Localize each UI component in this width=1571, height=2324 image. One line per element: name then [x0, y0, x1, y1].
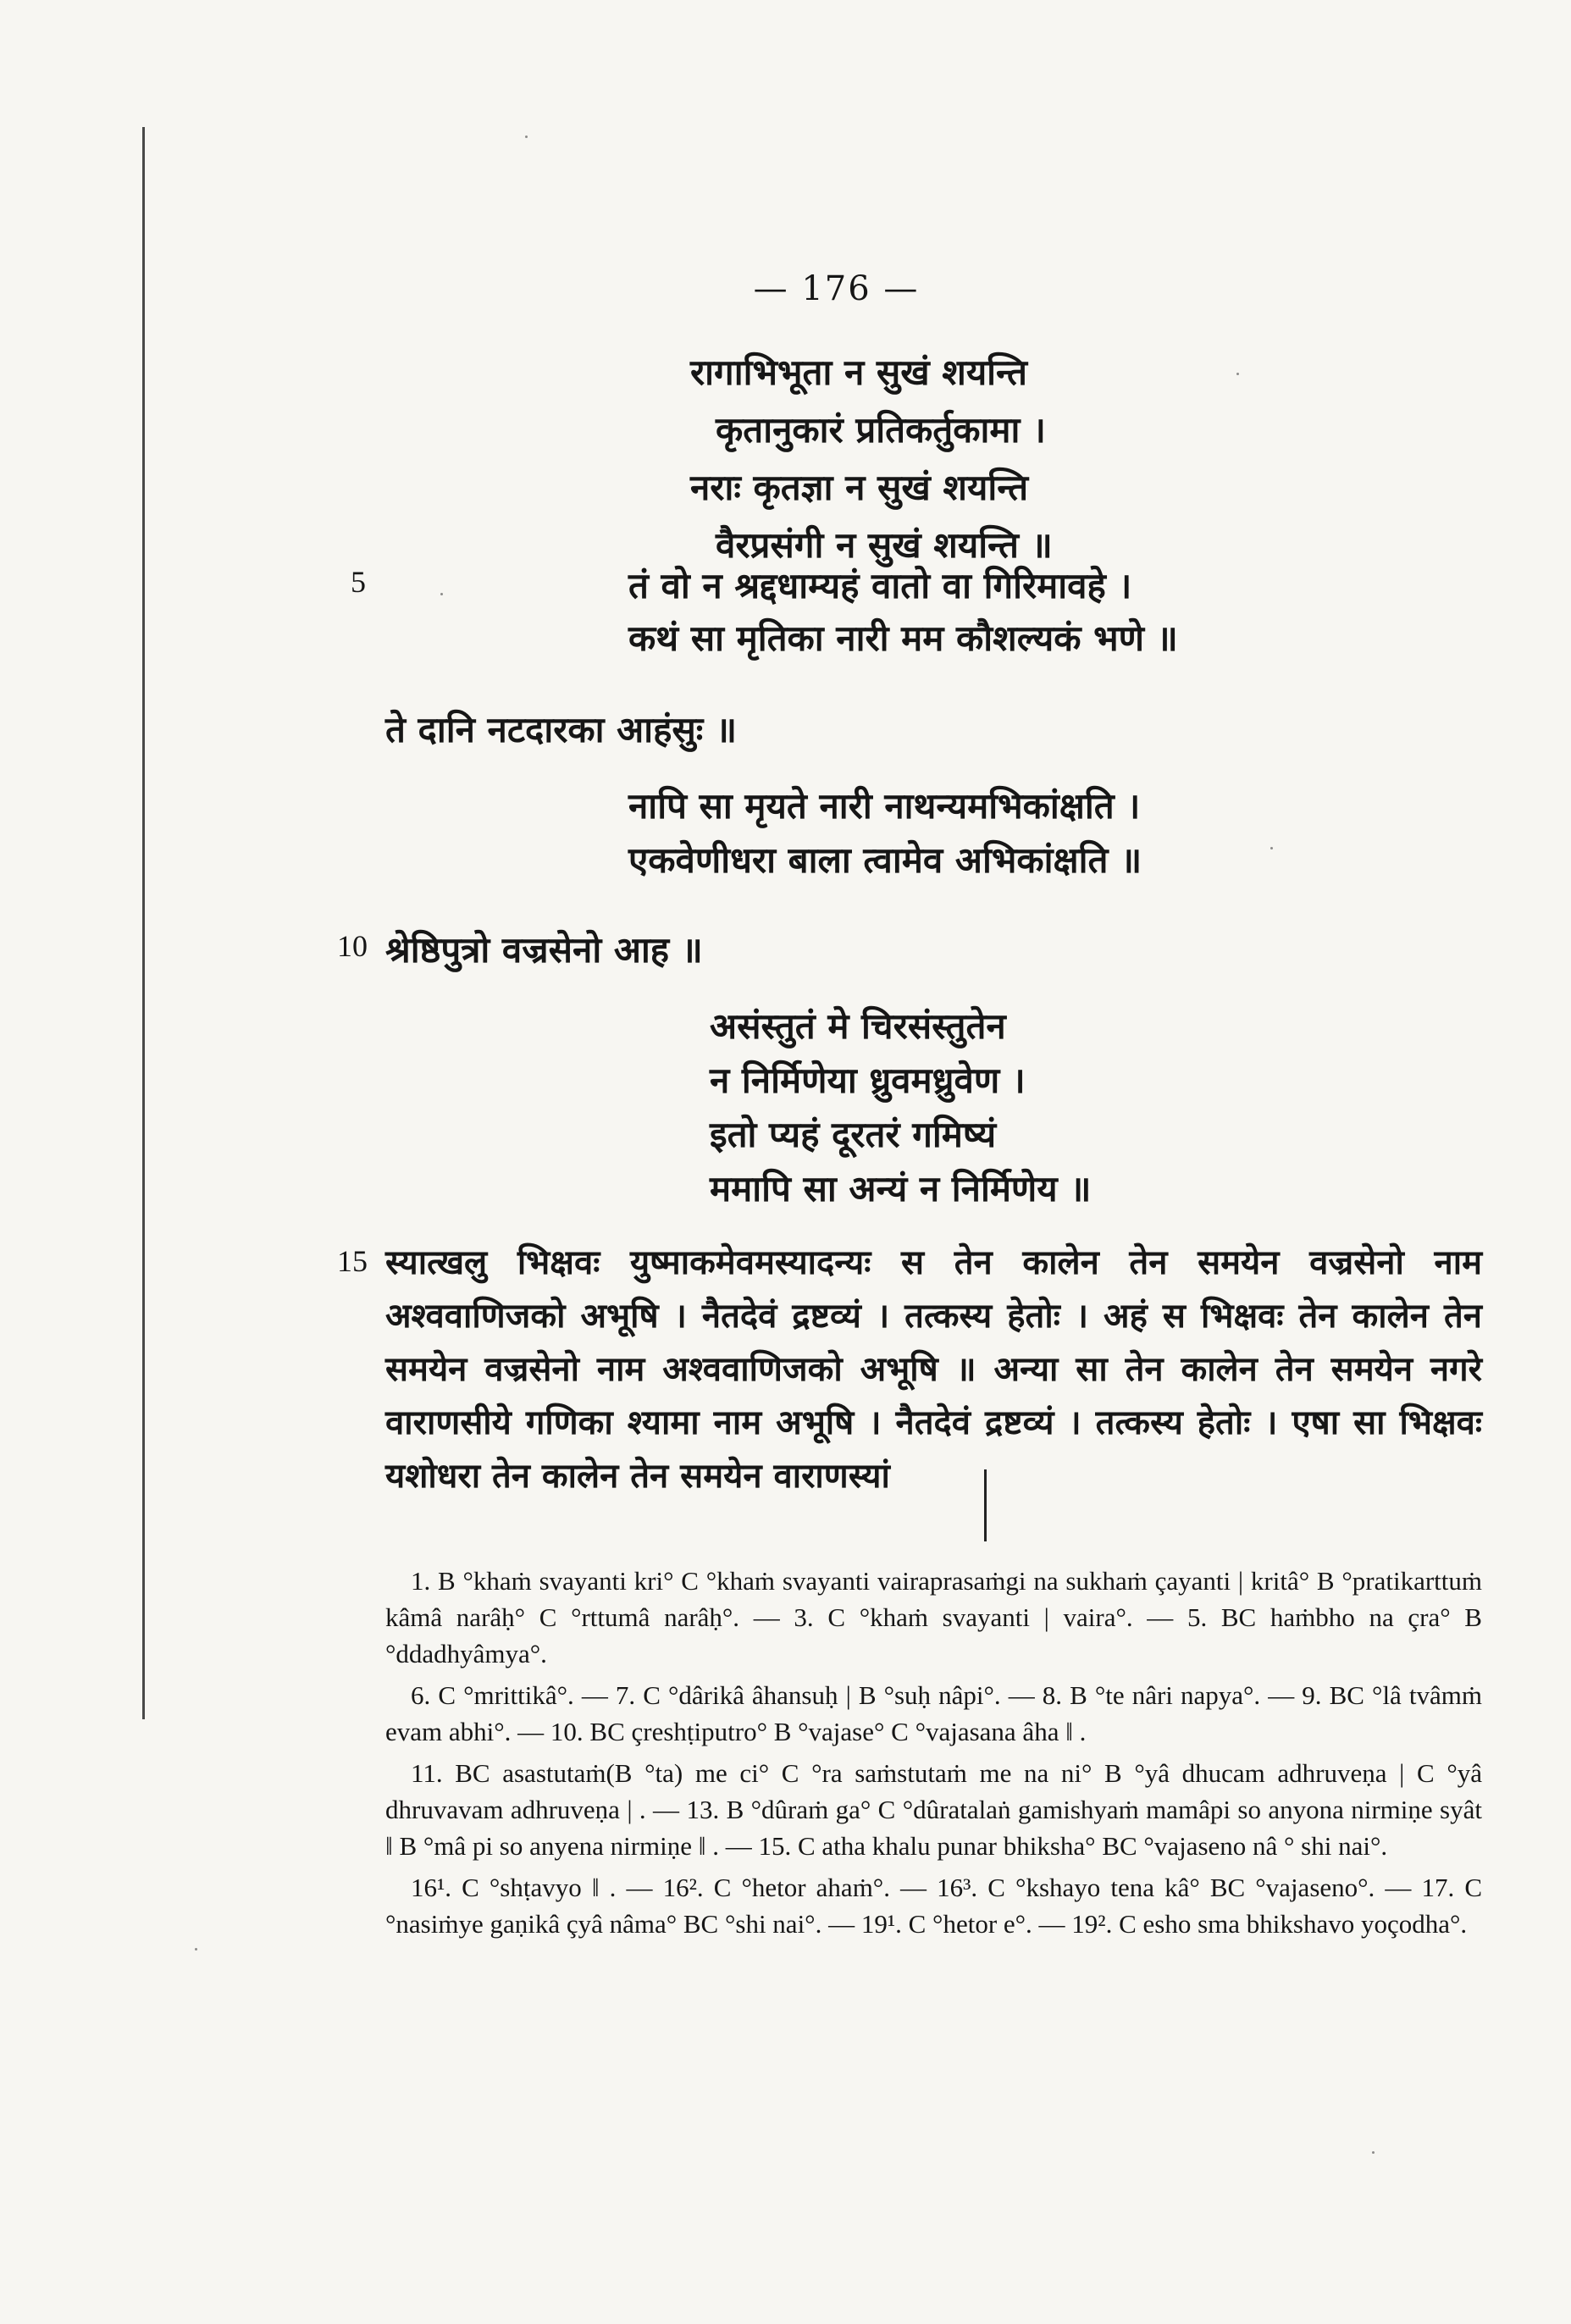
verse-line: ममापि सा अन्यं न निर्मिणेय ॥: [710, 1168, 1092, 1209]
binding-edge-line: [142, 127, 145, 1719]
footnote-paragraph: 1. B °khaṁ svayanti kri° C °khaṁ svayanti vairaprasaṁgi na sukhaṁ çayanti | kritâ° B °pratikarttuṁ kâmâ narâḥ° C °rttumâ narâḥ°. — 3. C °khaṁ svayanti | vaira°. — 5. BC haṁbho na çra° B °ddadhyâmya°.: [385, 1566, 1482, 1668]
footnote-paragraph: 16¹. C °shṭavyo ‖ . — 16². C °hetor ahaṁ°. — 16³. C °kshayo tena kâ° BC °vajaseno°. — 17. C °nasiṁye gaṇikâ çyâ nâma° BC °shi nai°. — 19¹. C °hetor e°. — 19². C esho sma bhikshavo yoçodha°.: [385, 1873, 1482, 1939]
line-number: 15: [337, 1244, 368, 1278]
verse-line: नराः कृतज्ञा न सुखं शयन्ति: [690, 467, 1029, 508]
speaker-line: श्रेष्ठिपुत्रो वज्रसेनो आह ॥: [385, 929, 703, 971]
verse-line: असंस्तुतं मे चिरसंस्तुतेन: [710, 1005, 1006, 1047]
scan-speck: [1270, 847, 1273, 849]
footnotes: [385, 1563, 1482, 1942]
footnote-paragraph: 11. BC asastutaṁ(B °ta) me ci° C °ra saṁstutaṁ me na ni° B °yâ dhucam adhruveṇa | C °yâ dhruvavam adhruveṇa | . — 13. B °dûraṁ ga° C °dûratalaṅ gamishyaṁ mamâpi so anyona nirmiṇe syât ‖ B °mâ pi so anyena nirmiṇe ‖ . — 15. C atha khalu punar bhiksha° BC °vajaseno nâ ° shi nai°.: [385, 1758, 1482, 1861]
verse-line: न निर्मिणेया ध्रुवमध्रुवेण ।: [710, 1060, 1026, 1101]
line-number: 10: [337, 929, 368, 963]
prose-text: स्यात्खलु भिक्षवः युष्माकमेवमस्यादन्यः स तेन कालेन तेन समयेन वज्रसेनो नाम अश्ववाणिजको अभूषि । नैतदेवं द्रष्टव्यं । तत्कस्य हेतोः । अहं स भिक्षवः तेन कालेन तेन समयेन वज्रसेनो नाम अश्ववाणिजको अभूषि ॥ अन्या सा तेन कालेन तेन समयेन नगरे वाराणसीये गणिका श्यामा नाम अभूषि । नैतदेवं द्रष्टव्यं । तत्कस्य हेतोः । एषा सा भिक्षवः यशोधरा तेन कालेन तेन समयेन वाराणस्यां: [385, 1243, 1482, 1496]
line-number: 5: [351, 565, 366, 599]
verse-line: रागाभिभूता न सुखं शयन्ति: [690, 351, 1027, 393]
scan-speck: [195, 1948, 197, 1951]
page-number: — 176 —: [753, 269, 920, 308]
verse-line: नापि सा मृयते नारी नाथन्यमभिकांक्षति ।: [628, 785, 1141, 827]
speaker-line: ते दानि नटदारका आहंसुः ॥: [385, 709, 738, 750]
footnote-paragraph: 6. C °mrittikâ°. — 7. C °dârikâ âhansuḥ | B °suḥ nâpi°. — 8. B °te nâri napya°. — 9. BC °lâ tvâmṁ evam abhi°. — 10. BC çreshṭiputro° B °vajase° C °vajasana âha ‖ .: [385, 1680, 1482, 1746]
verse-line: एकवेणीधरा बाला त्वामेव अभिकांक्षति ॥: [628, 839, 1142, 881]
scan-speck: [1236, 373, 1239, 375]
scan-speck: [1372, 2151, 1375, 2154]
verse-line: वैरप्रसंगी न सुखं शयन्ति ॥: [716, 524, 1053, 566]
scan-speck: [440, 593, 443, 595]
pencil-mark: [984, 1469, 987, 1541]
scan-speck: [525, 136, 528, 138]
prose-paragraph: [385, 1237, 1482, 1503]
verse-line: कृतानुकारं प्रतिकर्तुकामा ।: [716, 409, 1046, 451]
verse-line: कथं सा मृतिका नारी मम कौशल्यकं भणे ॥: [628, 617, 1178, 659]
verse-line: इतो प्यहं दूरतरं गमिष्यं: [710, 1114, 997, 1155]
verse-line: तं वो न श्रद्दधाम्यहं वातो वा गिरिमावहे ।: [628, 565, 1132, 606]
